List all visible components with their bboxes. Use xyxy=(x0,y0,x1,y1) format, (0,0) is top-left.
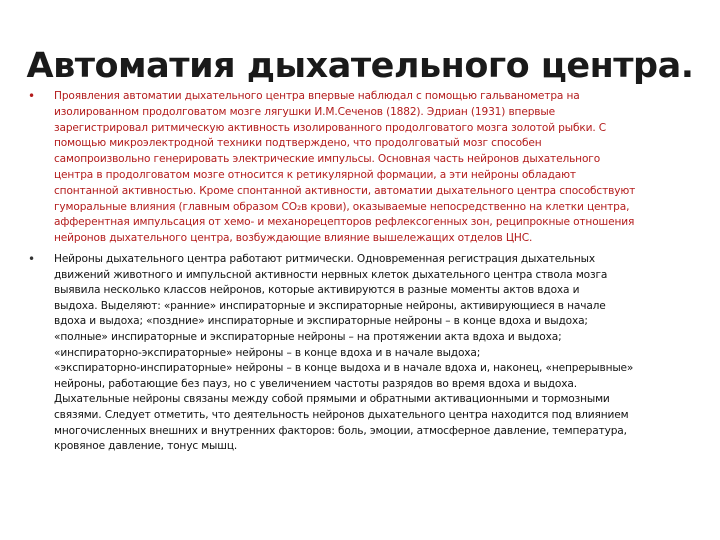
bullet-line: спонтанной активностью. Кроме спонтанной активности, автоматии дыхательного центра способствуют xyxy=(54,184,636,197)
bullet-marker-icon: • xyxy=(28,89,36,103)
bullet-line: Проявления автоматии дыхательного центра впервые наблюдал с помощью гальванометра на xyxy=(54,90,580,102)
bullet-marker-icon: • xyxy=(28,251,36,266)
bullet-line: «экспираторно-инспираторные» нейроны – в конце выдоха и в начале вдоха и, наконец, «непрерывные» xyxy=(54,362,634,375)
bullet-line: «инспираторно-экспираторные» нейроны – в конце вдоха и в начале выдоха; xyxy=(54,346,481,359)
bullet-line: связями. Следует отметить, что деятельность нейронов дыхательного центра находится под влиянием xyxy=(54,408,629,421)
bullet-line: выявила несколько классов нейронов, которые активируются в разные моменты актов вдоха и xyxy=(54,284,580,297)
slide-title: Автоматия дыхательного центра. xyxy=(26,46,694,86)
bullet-line: вдоха и выдоха; «поздние» инспираторные и экспираторные нейроны – в конце вдоха и выдоха; xyxy=(54,315,588,328)
bullet-line: центра в продолговатом мозге относится к ретикулярной формации, а эти нейроны обладают xyxy=(54,168,576,181)
bullet-line: помощью микроэлектродной техники подтверждено, что продолговатый мозг способен xyxy=(54,137,542,150)
bullet-line: нейроны, работающие без пауз, но с увеличением частоты разрядов во время вдоха и выдоха. xyxy=(54,377,577,390)
bullet-line: нейронов дыхательного центра, возбуждающие влияние вышележащих отделов ЦНС. xyxy=(54,232,533,245)
bullet-line: гуморальные влияния (главным образом СО₂в крови), оказываемые непосредственно на клетки центра, xyxy=(54,200,630,213)
bullet-line: движений животного и импульсной активности нервных клеток дыхательного центра ствола мозга xyxy=(54,268,608,281)
bullet-automatia-history xyxy=(28,89,704,247)
bullet-line: зарегистрировал ритмическую активность изолированного продолговатого мозга золотой рыбки. С xyxy=(54,121,607,134)
bullet-line: Нейроны дыхательного центра работают ритмически. Одновременная регистрация дыхательных xyxy=(54,252,595,265)
bullet-line: кровяное давление, тонус мышц. xyxy=(54,440,238,453)
bullet-line: «полные» инспираторные и экспираторные нейроны – на протяжении акта вдоха и выдоха; xyxy=(54,330,562,343)
bullet-line: выдоха. Выделяют: «ранние» инспираторные и экспираторные нейроны, активирующиеся в начале xyxy=(54,299,606,312)
bullet-neuron-classes xyxy=(28,252,704,455)
bullet-line: Дыхательные нейроны связаны между собой прямыми и обратными активационными и тормозными xyxy=(54,393,610,406)
bullet-line: афферентная импульсация от хемо- и механорецепторов рефлексогенных зон, реципрокные отношения xyxy=(54,216,635,229)
bullet-line: изолированном продолговатом мозге лягушки И.М.Сеченов (1882). Эдриан (1931) впервые xyxy=(54,105,555,118)
bullet-list xyxy=(28,89,704,455)
bullet-line: самопроизвольно генерировать электрические импульсы. Основная часть нейронов дыхательного xyxy=(54,153,601,166)
bullet-line: многочисленных внешних и внутренних факторов: боль, эмоции, атмосферное давление, температура, xyxy=(54,424,627,437)
